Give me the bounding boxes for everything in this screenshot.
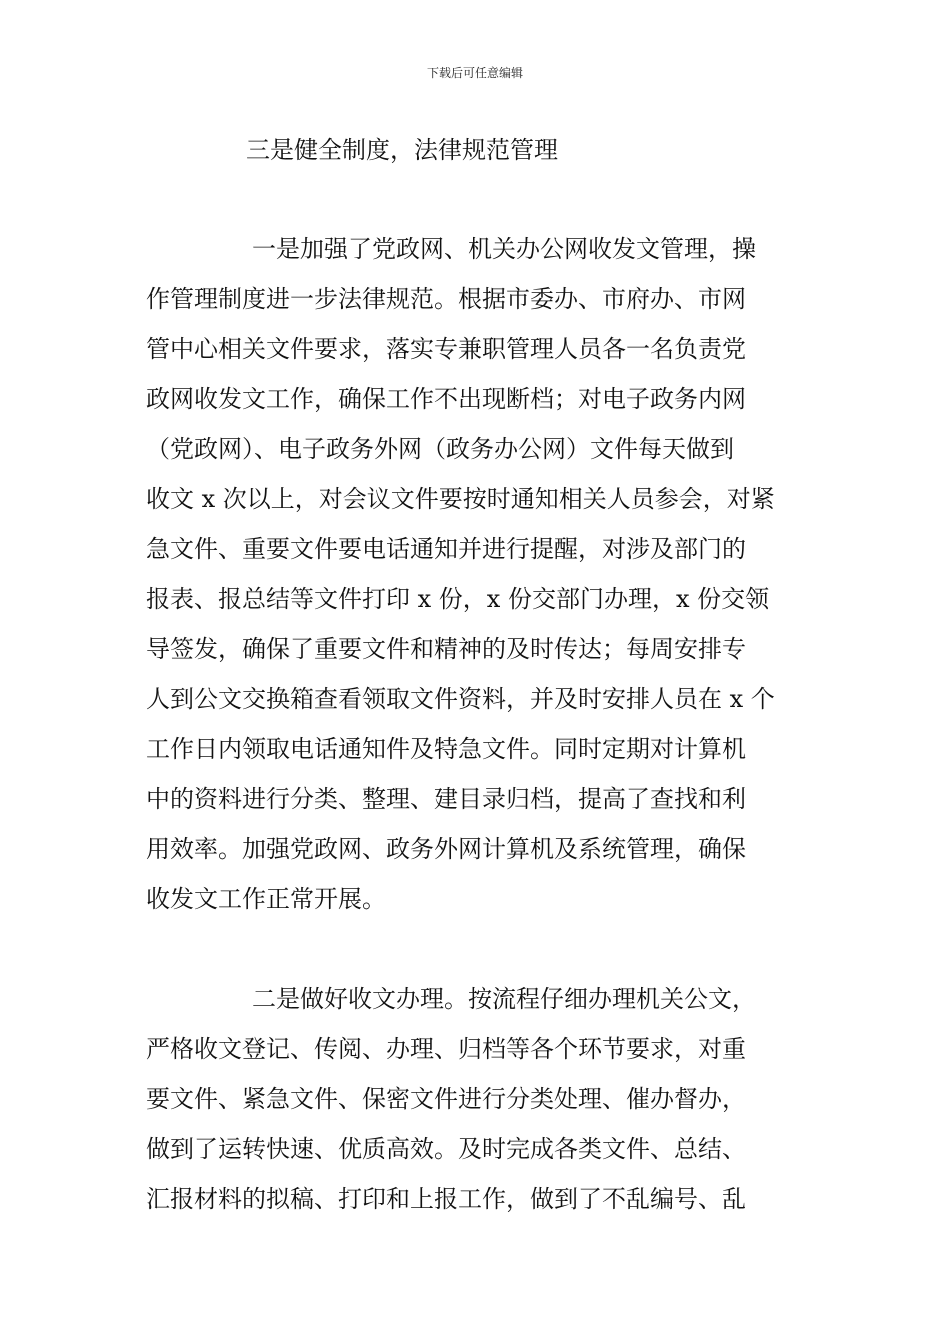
paragraph-line: 要文件、紧急文件、保密文件进行分类处理、催办督办，: [146, 1085, 746, 1113]
paragraph-line: 导签发，确保了重要文件和精神的及时传达；每周安排专: [146, 635, 746, 663]
paragraph-line: 管中心相关文件要求，落实专兼职管理人员各一名负责党: [146, 335, 746, 363]
section-heading: 三是健全制度，法律规范管理: [246, 136, 558, 164]
paragraph-line: 政网收发文工作，确保工作不出现断档；对电子政务内网: [146, 385, 746, 413]
paragraph-line: 收文 x 次以上，对会议文件要按时通知相关人员参会，对紧: [146, 485, 775, 513]
page-header-note: 下载后可任意编辑: [426, 66, 523, 80]
paragraph-line: 做到了运转快速、优质高效。及时完成各类文件、总结、: [146, 1135, 746, 1163]
paragraph-line: 二是做好收文办理。按流程仔细办理机关公文，: [252, 985, 756, 1013]
paragraph-line: 用效率。加强党政网、政务外网计算机及系统管理，确保: [146, 835, 746, 863]
paragraph-2: [146, 974, 826, 1224]
paragraph-line: 严格收文登记、传阅、办理、归档等各个环节要求，对重: [146, 1035, 746, 1063]
paragraph-line: 工作日内领取电话通知件及特急文件。同时定期对计算机: [146, 735, 746, 763]
paragraph-line: 汇报材料的拟稿、打印和上报工作，做到了不乱编号、乱: [146, 1185, 746, 1213]
paragraph-line: 人到公文交换箱查看领取文件资料，并及时安排人员在 x 个: [146, 685, 775, 713]
paragraph-line: （党政网）、电子政务外网（政务办公网）文件每天做到: [146, 435, 734, 463]
paragraph-line: 一是加强了党政网、机关办公网收发文管理，操: [252, 235, 756, 263]
paragraph-line: 收发文工作正常开展。: [146, 885, 386, 913]
paragraph-1: [146, 224, 826, 924]
paragraph-line: 急文件、重要文件要电话通知并进行提醒，对涉及部门的: [146, 535, 746, 563]
paragraph-line: 报表、报总结等文件打印 x 份，x 份交部门办理，x 份交领: [146, 585, 770, 613]
paragraph-line: 中的资料进行分类、整理、建目录归档，提高了查找和利: [146, 785, 746, 813]
paragraph-line: 作管理制度进一步法律规范。根据市委办、市府办、市网: [146, 285, 746, 313]
